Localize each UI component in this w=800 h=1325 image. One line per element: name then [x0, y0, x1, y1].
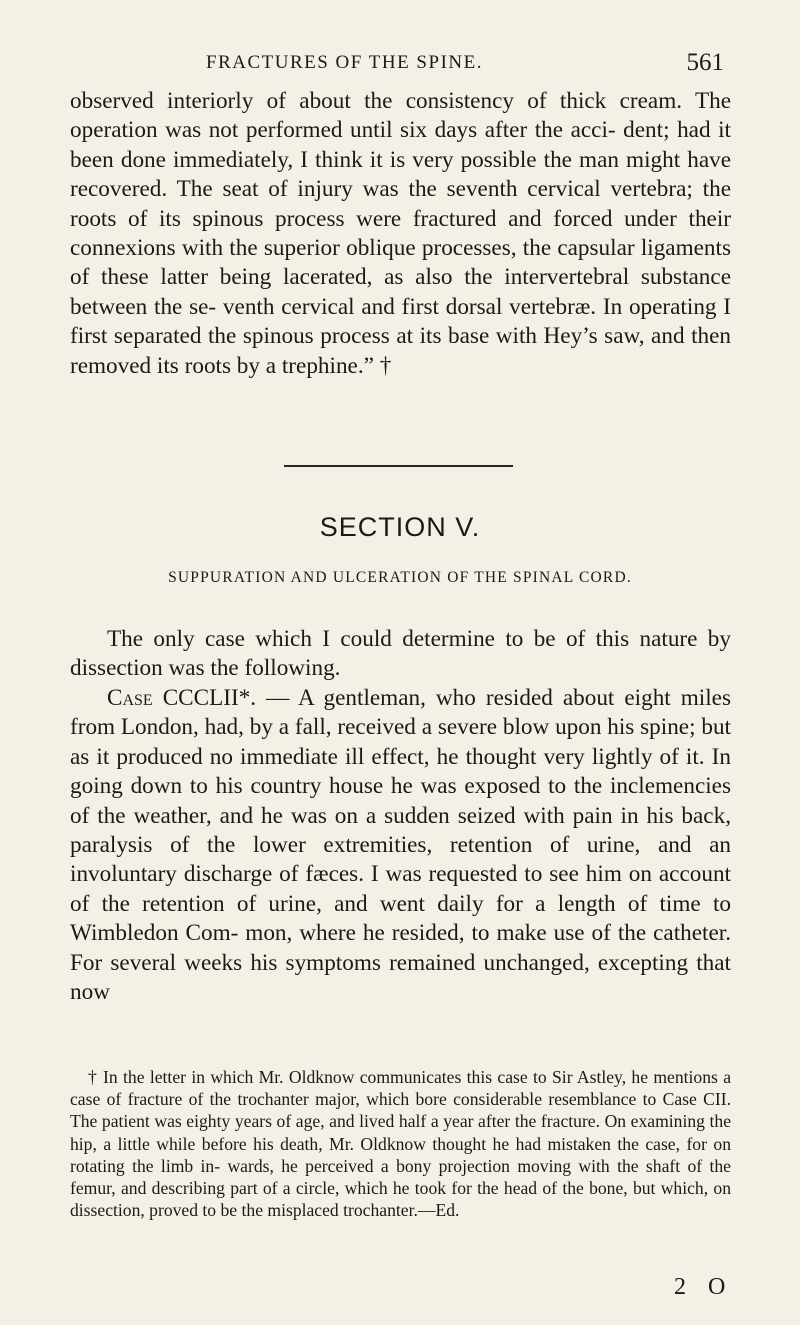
section-subheading: SUPPURATION AND ULCERATION OF THE SPINAL CORD.: [168, 569, 632, 586]
opening-paragraph: observed interiorly of about the consistency of thick cream. The operation was not performed until six days after the acci- dent; had it been done immediately, I think it is very possible the man might have recovered. The seat of injury was the seventh cervical vertebra; the roots of its spinous process were fractured and forced under their connexions with the superior oblique processes, the capsular ligaments of these latter being lacerated, as also the intervertebral substance between the se- venth cervical and first dorsal vertebræ. In operating I first separated the spinous process at its base with Hey’s saw, and then removed its roots by a trephine.” †: [70, 88, 731, 379]
footnote: † In the letter in which Mr. Oldknow communicates this case to Sir Astley, he mentions a case of fracture of the trochanter major, which bore considerable resemblance to Case CII. The patient was eighty years of age, and lived half a year after the fracture. On examining the hip, a little while before his death, Mr. Oldknow thought he had mistaken the case, for on rotating the limb in- wards, he perceived a bony projection moving with the shaft of the femur, and describing part of a circle, which he took for the head of the bone, but which, on dissection, proved to be the misplaced trochanter.—Ed.: [70, 1067, 731, 1221]
case-text: — A gentleman, who resided about eight miles from London, had, by a fall, received a severe blow upon his spine; but as it produced no immediate ill effect, he thought very lightly of it. In going down to his country house he was exposed to the inclemencies of the weather, and he was on a sudden seized with pain in his back, paralysis of the lower extremities, retention of urine, and an involuntary discharge of fæces. I was requested to see him on account of the retention of urine, and went daily for a length of time to Wimbledon Com- mon, where he resided, to make use of the catheter. For several weeks his symptoms remained unchanged, excepting that now: [70, 685, 731, 1006]
page-number: 561: [686, 49, 724, 76]
running-title: FRACTURES OF THE SPINE.: [206, 52, 483, 73]
introductory-paragraph: The only case which I could determine to be of this nature by dissection was the following.: [70, 626, 731, 682]
section-heading: SECTION V.: [319, 512, 481, 542]
case-label: Case CCCLII*.: [107, 685, 257, 711]
section-divider: [284, 465, 513, 467]
signature-mark: 2 O: [674, 1274, 734, 1300]
running-head: [60, 46, 740, 80]
case-paragraph: [70, 684, 731, 1007]
